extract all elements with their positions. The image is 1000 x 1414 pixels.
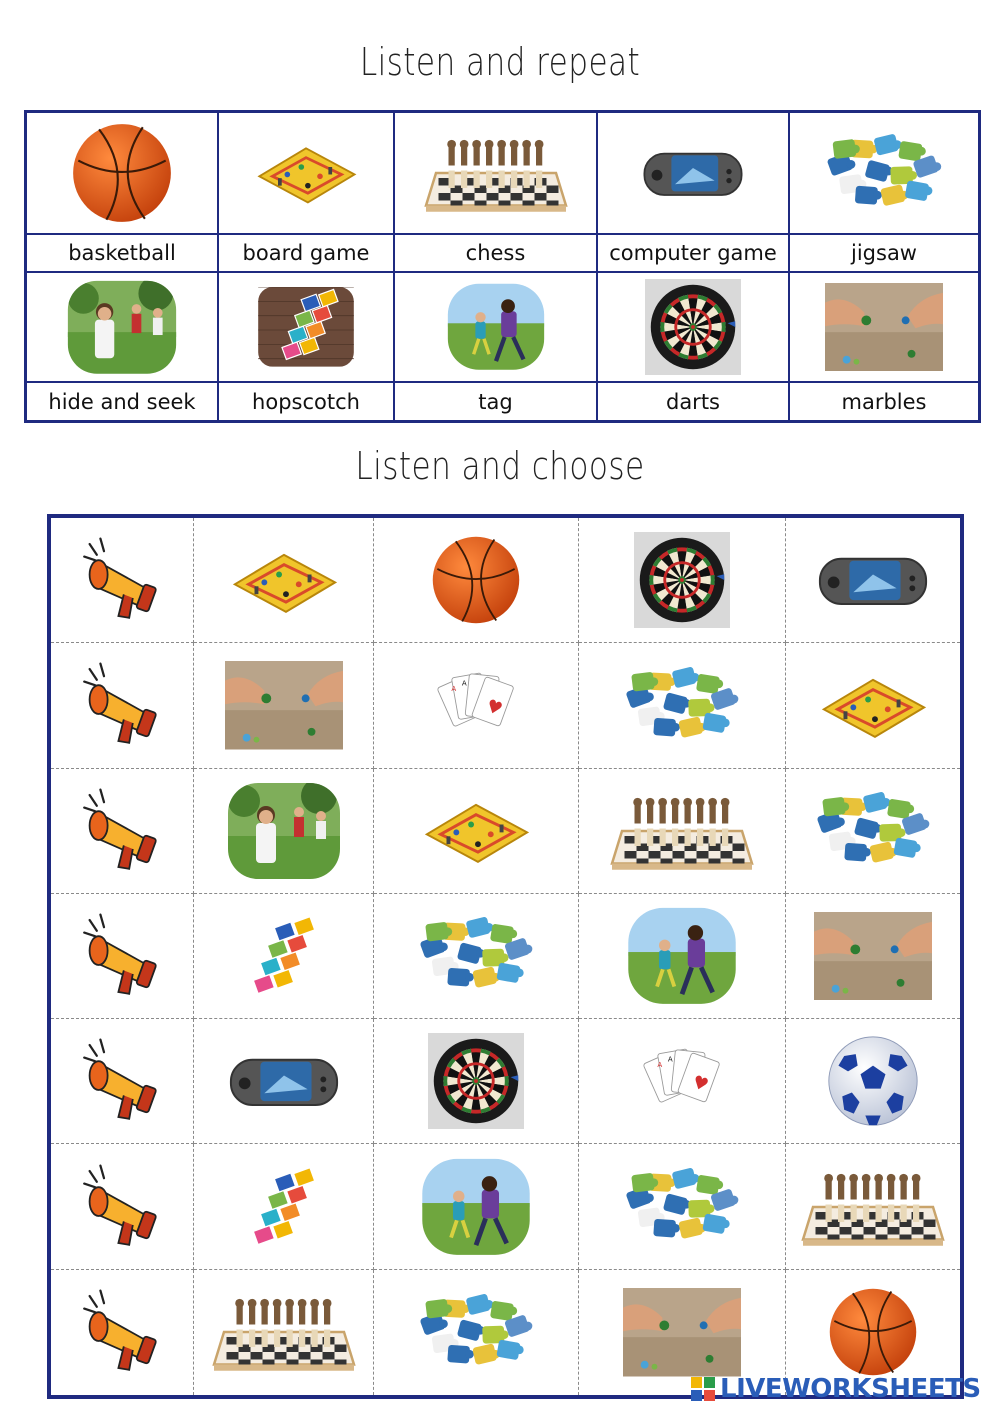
answer-option-boardgame[interactable]	[374, 769, 579, 894]
playing-cards-picture	[638, 1037, 726, 1125]
marbles-picture	[623, 1288, 741, 1377]
chess-picture	[798, 1162, 948, 1252]
answer-option-jigsaw[interactable]	[579, 643, 786, 768]
picture-cell-chess	[395, 113, 598, 235]
answer-option-computer[interactable]	[194, 1019, 374, 1144]
picture-cell-board-game	[219, 113, 395, 235]
jigsaw-picture	[411, 1287, 541, 1378]
computer-game-picture	[814, 545, 932, 616]
word-cell	[219, 235, 395, 273]
word-cell	[790, 383, 978, 420]
board-game-picture	[225, 545, 343, 616]
answer-option-hideseek[interactable]	[194, 769, 374, 894]
hide-and-seek-picture	[64, 278, 180, 377]
answer-option-jigsaw[interactable]	[579, 1144, 786, 1269]
playing-cards-picture	[432, 661, 520, 749]
marbles-picture	[814, 912, 932, 1001]
word-label: hopscotch	[252, 389, 360, 414]
liveworksheets-logo	[690, 1372, 981, 1406]
word-label: tag	[478, 389, 513, 414]
hopscotch-picture	[242, 1165, 326, 1249]
word-cell	[598, 235, 790, 273]
picture-cell-tag	[395, 273, 598, 383]
heading-listen-and-repeat: Listen and repeat	[359, 40, 641, 84]
word-cell	[27, 383, 219, 420]
svg-text:A: A	[461, 679, 467, 689]
hopscotch-picture	[258, 287, 354, 367]
answer-option-tag[interactable]	[374, 1144, 579, 1269]
computer-game-picture	[225, 1046, 343, 1117]
word-label: computer game	[609, 241, 777, 265]
answer-option-cards[interactable]	[579, 1019, 786, 1144]
megaphone-icon	[77, 786, 167, 876]
marbles-picture	[225, 661, 343, 750]
listen-and-choose-table	[47, 514, 964, 1399]
picture-cell-jigsaw	[790, 113, 978, 235]
answer-option-tag[interactable]	[579, 894, 786, 1019]
listen-button[interactable]	[51, 769, 194, 894]
basketball-picture	[827, 1286, 919, 1378]
board-game-picture	[417, 795, 535, 866]
picture-cell-hide-and-seek	[27, 273, 219, 383]
chess-picture	[209, 1287, 359, 1377]
answer-option-hopscotch[interactable]	[194, 894, 374, 1019]
jigsaw-picture	[808, 785, 938, 876]
answer-option-chess[interactable]	[194, 1270, 374, 1395]
word-cell	[27, 235, 219, 273]
marbles-picture	[825, 283, 943, 372]
word-cell	[395, 383, 598, 420]
chess-picture	[607, 786, 757, 876]
listen-button[interactable]	[51, 1019, 194, 1144]
answer-option-darts[interactable]	[579, 518, 786, 643]
board-game-picture	[814, 670, 932, 741]
megaphone-icon	[77, 1162, 167, 1252]
darts-picture	[634, 532, 730, 628]
tag-picture	[624, 906, 740, 1006]
hide-and-seek-picture	[224, 780, 344, 882]
answer-option-basketball[interactable]	[374, 518, 579, 643]
picture-cell-computer-game	[598, 113, 790, 235]
computer-game-picture	[639, 141, 747, 206]
picture-cell-basketball	[27, 113, 219, 235]
tag-picture	[418, 1157, 534, 1257]
megaphone-icon	[77, 1036, 167, 1126]
listen-button[interactable]	[51, 518, 194, 643]
darts-picture	[428, 1033, 524, 1129]
listen-button[interactable]	[51, 894, 194, 1019]
listen-button[interactable]	[51, 1144, 194, 1269]
answer-option-boardgame[interactable]	[786, 643, 960, 768]
megaphone-icon	[77, 535, 167, 625]
word-cell	[598, 383, 790, 420]
jigsaw-picture	[411, 910, 541, 1001]
megaphone-icon	[77, 1287, 167, 1377]
jigsaw-picture	[617, 1161, 747, 1252]
answer-option-chess[interactable]	[579, 769, 786, 894]
liveworksheets-brand: LIVEWORKSHEETS	[720, 1374, 981, 1404]
word-label: chess	[465, 241, 526, 265]
word-label: basketball	[68, 241, 176, 265]
chess-picture	[421, 128, 571, 218]
darts-picture	[645, 279, 741, 375]
megaphone-icon	[77, 660, 167, 750]
jigsaw-picture	[818, 127, 950, 219]
answer-option-computer[interactable]	[786, 518, 960, 643]
answer-option-marbles[interactable]	[194, 643, 374, 768]
football-picture	[825, 1033, 921, 1129]
heading-listen-and-choose: Listen and choose	[355, 444, 645, 488]
picture-cell-hopscotch	[219, 273, 395, 383]
picture-cell-darts	[598, 273, 790, 383]
megaphone-icon	[77, 911, 167, 1001]
listen-button[interactable]	[51, 643, 194, 768]
word-label: marbles	[841, 389, 927, 414]
svg-text:A: A	[451, 684, 457, 694]
word-cell	[395, 235, 598, 273]
answer-option-cards[interactable]	[374, 643, 579, 768]
board-game-picture	[250, 139, 362, 206]
word-label: hide and seek	[48, 389, 196, 414]
answer-option-jigsaw[interactable]	[786, 769, 960, 894]
answer-option-hopscotch[interactable]	[194, 1144, 374, 1269]
basketball-picture	[430, 534, 522, 626]
jigsaw-picture	[617, 660, 747, 751]
svg-text:A: A	[657, 1060, 663, 1070]
basketball-picture	[70, 121, 174, 225]
word-cell	[219, 383, 395, 420]
word-label: jigsaw	[851, 241, 917, 265]
svg-text:A: A	[667, 1054, 673, 1064]
answer-option-boardgame[interactable]	[194, 518, 374, 643]
vocabulary-table	[24, 110, 981, 423]
liveworksheets-logo-icon	[690, 1376, 716, 1402]
answer-option-football[interactable]	[786, 1019, 960, 1144]
word-cell	[790, 235, 978, 273]
answer-option-jigsaw[interactable]	[374, 1270, 579, 1395]
listen-button[interactable]	[51, 1270, 194, 1395]
word-label: darts	[665, 389, 720, 414]
answer-option-darts[interactable]	[374, 1019, 579, 1144]
tag-picture	[444, 282, 548, 371]
answer-option-marbles[interactable]	[786, 894, 960, 1019]
answer-option-jigsaw[interactable]	[374, 894, 579, 1019]
word-label: board game	[242, 241, 370, 265]
picture-cell-marbles	[790, 273, 978, 383]
hopscotch-picture	[242, 914, 326, 998]
answer-option-chess[interactable]	[786, 1144, 960, 1269]
